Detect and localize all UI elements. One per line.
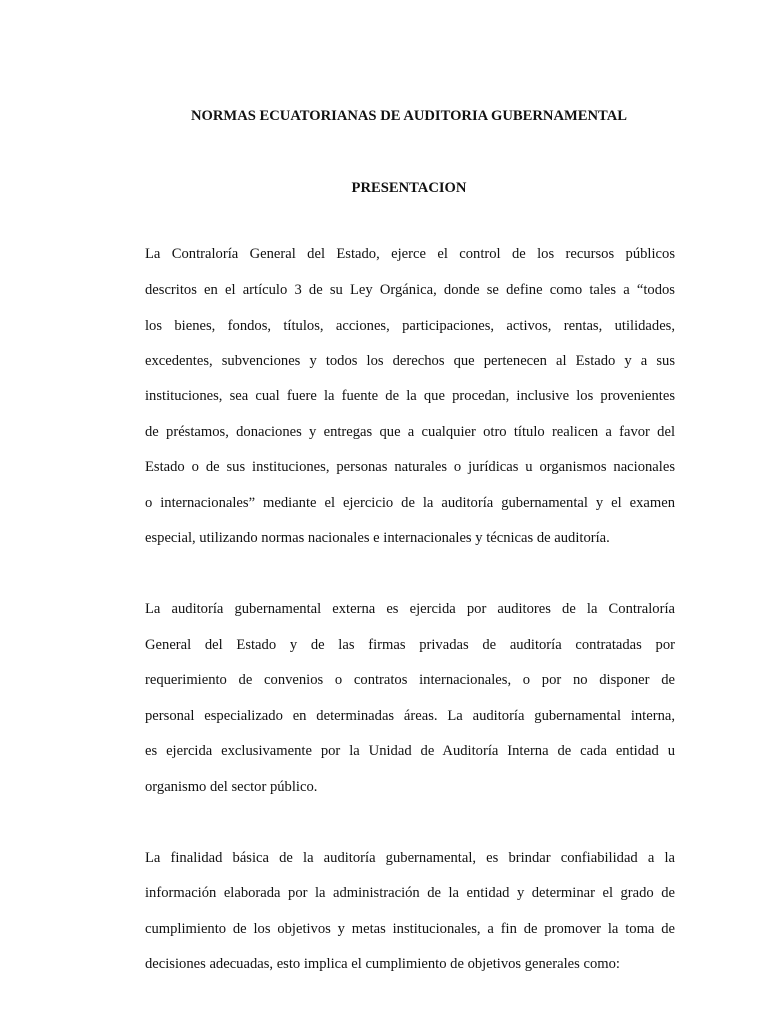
paragraph-line: es ejercida exclusivamente por la Unidad de Auditoría Interna de cada entidad u [145, 743, 675, 759]
paragraph-line: personal especializado en determinadas áreas. La auditoría gubernamental interna, [145, 708, 675, 724]
paragraph-line: instituciones, sea cual fuere la fuente de la que procedan, inclusive los provenientes [145, 388, 675, 404]
paragraph-line: Estado o de sus instituciones, personas naturales o jurídicas u organismos nacionales [145, 459, 675, 475]
paragraph-line: información elaborada por la administración de la entidad y determinar el grado de [145, 885, 675, 901]
paragraph-line: o internacionales” mediante el ejercicio de la auditoría gubernamental y el examen [145, 495, 675, 511]
paragraph-line: cumplimiento de los objetivos y metas institucionales, a fin de promover la toma de [145, 921, 675, 937]
paragraph-line: los bienes, fondos, títulos, acciones, participaciones, activos, rentas, utilidades, [145, 318, 675, 334]
paragraph-line: requerimiento de convenios o contratos internacionales, o por no disponer de [145, 672, 675, 688]
paragraph-line: decisiones adecuadas, esto implica el cumplimiento de objetivos generales como: [145, 956, 620, 972]
paragraph-line: organismo del sector público. [145, 779, 318, 795]
paragraph-line: de préstamos, donaciones y entregas que a cualquier otro título realicen a favor del [145, 424, 675, 440]
paragraph-line: descritos en el artículo 3 de su Ley Orgánica, donde se define como tales a “todos [145, 282, 675, 298]
paragraph-line: especial, utilizando normas nacionales e internacionales y técnicas de auditoría. [145, 530, 610, 546]
paragraph-line: La finalidad básica de la auditoría gubernamental, es brindar confiabilidad a la [145, 850, 675, 866]
document-title: NORMAS ECUATORIANAS DE AUDITORIA GUBERNAMENTAL [191, 108, 627, 124]
paragraph-line: La auditoría gubernamental externa es ejercida por auditores de la Contraloría [145, 601, 675, 617]
paragraph-line: La Contraloría General del Estado, ejerce el control de los recursos públicos [145, 246, 675, 262]
section-title: PRESENTACION [351, 180, 467, 196]
paragraph-line: General del Estado y de las firmas privadas de auditoría contratadas por [145, 637, 675, 653]
paragraph-line: excedentes, subvenciones y todos los derechos que pertenecen al Estado y a sus [145, 353, 675, 369]
